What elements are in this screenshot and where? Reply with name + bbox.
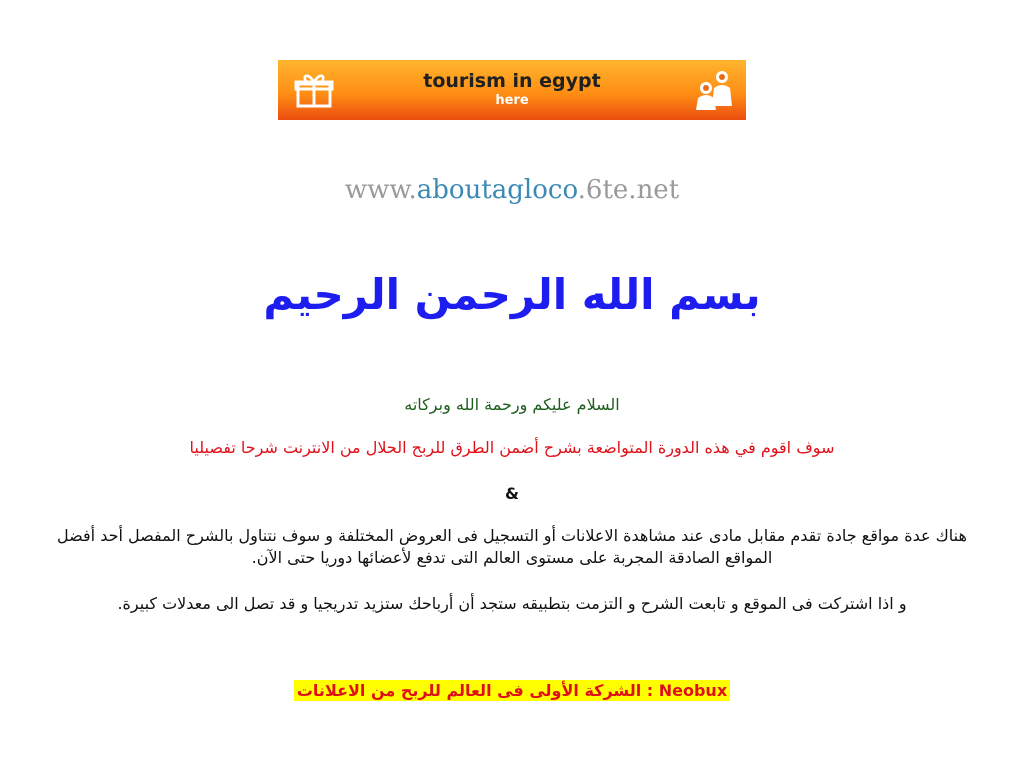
people-icon xyxy=(692,68,736,112)
neobux-highlight-text: Neobux : الشركة الأولى فى العالم للربح من الاعلانات xyxy=(294,680,730,701)
tourism-ad-banner[interactable] xyxy=(278,60,746,120)
site-url-suffix: .6te.net xyxy=(577,175,680,205)
neobux-highlight-row xyxy=(0,680,1024,701)
banner-subtitle: here xyxy=(495,93,529,108)
paragraph-earnings: و اذا اشتركت فى الموقع و تابعت الشرح و التزمت بتطبيقه ستجد أن أرباحك ستزيد تدريجيا و قد تصل الى معدلات كبيرة. xyxy=(117,594,907,613)
site-url xyxy=(0,174,1024,206)
banner-title: tourism in egypt xyxy=(423,70,601,92)
greeting-text: السلام عليكم ورحمة الله وبركاته xyxy=(404,395,620,414)
paragraph-sites: هناك عدة مواقع جادة تقدم مقابل مادى عند مشاهدة الاعلانات أو التسجيل فى العروض المختلفة و سوف نتناول بالشرح المفصل أحد أفضل المواقع الصادقة المجربة على مستوى العالم التى تدفع لأعضائها دوريا حتى الآن. xyxy=(57,526,967,567)
basmala-heading: بسم الله الرحمن الرحيم xyxy=(263,270,761,319)
site-url-prefix: www. xyxy=(344,175,417,205)
ampersand-separator: & xyxy=(505,484,519,503)
site-url-domain: aboutagloco xyxy=(416,175,578,205)
intro-text: سوف اقوم في هذه الدورة المتواضعة بشرح أضمن الطرق للربح الحلال من الانترنت شرحا تفصيليا xyxy=(189,438,835,457)
